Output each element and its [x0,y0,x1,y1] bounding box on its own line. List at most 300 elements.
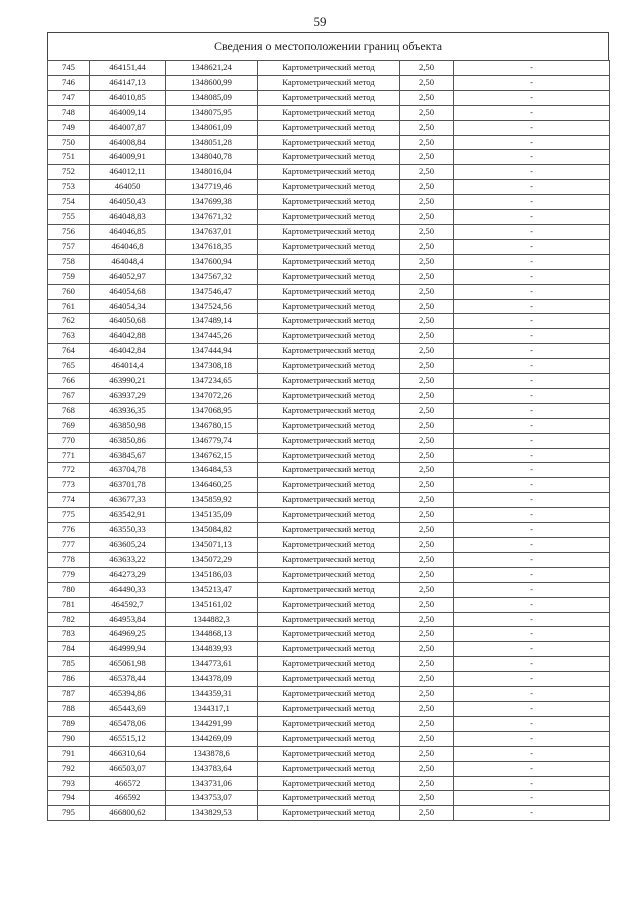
method-cell: Картометрический метод [258,433,400,448]
description-cell: - [454,90,610,105]
description-cell: - [454,776,610,791]
description-cell: - [454,150,610,165]
description-cell: - [454,165,610,180]
x-coordinate-cell: 463704,78 [90,463,166,478]
description-cell: - [454,508,610,523]
x-coordinate-cell: 465515,12 [90,731,166,746]
table-row [48,582,610,597]
table-row [48,403,610,418]
x-coordinate-cell: 463937,29 [90,388,166,403]
y-coordinate-cell: 1346779,74 [166,433,258,448]
accuracy-cell: 2,50 [400,388,454,403]
x-coordinate-cell: 463936,35 [90,403,166,418]
point-number-cell: 765 [48,359,90,374]
description-cell: - [454,403,610,418]
y-coordinate-cell: 1348085,09 [166,90,258,105]
x-coordinate-cell: 464050,68 [90,314,166,329]
accuracy-cell: 2,50 [400,403,454,418]
description-cell: - [454,567,610,582]
y-coordinate-cell: 1345186,03 [166,567,258,582]
point-number-cell: 794 [48,791,90,806]
accuracy-cell: 2,50 [400,344,454,359]
y-coordinate-cell: 1347699,38 [166,195,258,210]
table-row [48,75,610,90]
x-coordinate-cell: 464046,8 [90,239,166,254]
description-cell: - [454,61,610,76]
table-row [48,746,610,761]
accuracy-cell: 2,50 [400,284,454,299]
description-cell: - [454,552,610,567]
x-coordinate-cell: 463542,91 [90,508,166,523]
table-row [48,120,610,135]
table-row [48,329,610,344]
x-coordinate-cell: 463845,67 [90,448,166,463]
y-coordinate-cell: 1345071,13 [166,538,258,553]
table-row [48,791,610,806]
point-number-cell: 773 [48,478,90,493]
x-coordinate-cell: 463850,86 [90,433,166,448]
y-coordinate-cell: 1344291,99 [166,716,258,731]
table-row [48,552,610,567]
point-number-cell: 776 [48,523,90,538]
method-cell: Картометрический метод [258,552,400,567]
method-cell: Картометрический метод [258,105,400,120]
y-coordinate-cell: 1345135,09 [166,508,258,523]
table-row [48,493,610,508]
description-cell: - [454,195,610,210]
description-cell: - [454,612,610,627]
y-coordinate-cell: 1343878,6 [166,746,258,761]
table-row [48,597,610,612]
accuracy-cell: 2,50 [400,418,454,433]
accuracy-cell: 2,50 [400,329,454,344]
description-cell: - [454,254,610,269]
point-number-cell: 748 [48,105,90,120]
method-cell: Картометрический метод [258,374,400,389]
y-coordinate-cell: 1344269,09 [166,731,258,746]
y-coordinate-cell: 1347637,01 [166,224,258,239]
accuracy-cell: 2,50 [400,90,454,105]
y-coordinate-cell: 1346780,15 [166,418,258,433]
description-cell: - [454,120,610,135]
x-coordinate-cell: 463633,22 [90,552,166,567]
x-coordinate-cell: 466503,07 [90,761,166,776]
description-cell: - [454,284,610,299]
method-cell: Картометрический метод [258,254,400,269]
x-coordinate-cell: 464008,84 [90,135,166,150]
method-cell: Картометрический метод [258,90,400,105]
y-coordinate-cell: 1347600,94 [166,254,258,269]
accuracy-cell: 2,50 [400,731,454,746]
method-cell: Картометрический метод [258,359,400,374]
accuracy-cell: 2,50 [400,359,454,374]
y-coordinate-cell: 1347524,56 [166,299,258,314]
description-cell: - [454,701,610,716]
y-coordinate-cell: 1345213,47 [166,582,258,597]
y-coordinate-cell: 1348040,78 [166,150,258,165]
x-coordinate-cell: 464969,25 [90,627,166,642]
y-coordinate-cell: 1347072,26 [166,388,258,403]
table-row [48,61,610,76]
table-row [48,538,610,553]
method-cell: Картометрический метод [258,776,400,791]
y-coordinate-cell: 1343829,53 [166,806,258,821]
accuracy-cell: 2,50 [400,806,454,821]
method-cell: Картометрический метод [258,75,400,90]
method-cell: Картометрический метод [258,761,400,776]
accuracy-cell: 2,50 [400,299,454,314]
method-cell: Картометрический метод [258,388,400,403]
point-number-cell: 788 [48,701,90,716]
y-coordinate-cell: 1344773,61 [166,657,258,672]
x-coordinate-cell: 464147,13 [90,75,166,90]
description-cell: - [454,791,610,806]
table-row [48,388,610,403]
table-row [48,731,610,746]
table-row [48,284,610,299]
method-cell: Картометрический метод [258,582,400,597]
point-number-cell: 760 [48,284,90,299]
y-coordinate-cell: 1344868,13 [166,627,258,642]
method-cell: Картометрический метод [258,195,400,210]
y-coordinate-cell: 1345859,92 [166,493,258,508]
accuracy-cell: 2,50 [400,761,454,776]
table-row [48,776,610,791]
method-cell: Картометрический метод [258,150,400,165]
table-row [48,508,610,523]
method-cell: Картометрический метод [258,165,400,180]
accuracy-cell: 2,50 [400,314,454,329]
y-coordinate-cell: 1343783,64 [166,761,258,776]
description-cell: - [454,418,610,433]
accuracy-cell: 2,50 [400,150,454,165]
x-coordinate-cell: 464012,11 [90,165,166,180]
y-coordinate-cell: 1347234,65 [166,374,258,389]
x-coordinate-cell: 465443,69 [90,701,166,716]
x-coordinate-cell: 463605,24 [90,538,166,553]
table-row [48,657,610,672]
description-cell: - [454,180,610,195]
accuracy-cell: 2,50 [400,165,454,180]
point-number-cell: 772 [48,463,90,478]
y-coordinate-cell: 1347489,14 [166,314,258,329]
description-cell: - [454,687,610,702]
method-cell: Картометрический метод [258,210,400,225]
accuracy-cell: 2,50 [400,448,454,463]
x-coordinate-cell: 464048,4 [90,254,166,269]
x-coordinate-cell: 465378,44 [90,672,166,687]
x-coordinate-cell: 464490,33 [90,582,166,597]
y-coordinate-cell: 1348600,99 [166,75,258,90]
accuracy-cell: 2,50 [400,224,454,239]
method-cell: Картометрический метод [258,523,400,538]
accuracy-cell: 2,50 [400,776,454,791]
description-cell: - [454,329,610,344]
point-number-cell: 780 [48,582,90,597]
table-row [48,374,610,389]
point-number-cell: 754 [48,195,90,210]
y-coordinate-cell: 1347445,26 [166,329,258,344]
description-cell: - [454,299,610,314]
table-row [48,254,610,269]
point-number-cell: 767 [48,388,90,403]
accuracy-cell: 2,50 [400,657,454,672]
description-cell: - [454,388,610,403]
table-row [48,180,610,195]
y-coordinate-cell: 1346460,25 [166,478,258,493]
x-coordinate-cell: 464052,97 [90,269,166,284]
method-cell: Картометрический метод [258,493,400,508]
point-number-cell: 759 [48,269,90,284]
y-coordinate-cell: 1347546,47 [166,284,258,299]
method-cell: Картометрический метод [258,344,400,359]
y-coordinate-cell: 1345161,02 [166,597,258,612]
method-cell: Картометрический метод [258,597,400,612]
table-row [48,761,610,776]
description-cell: - [454,597,610,612]
x-coordinate-cell: 464953,84 [90,612,166,627]
y-coordinate-cell: 1347068,95 [166,403,258,418]
description-cell: - [454,269,610,284]
point-number-cell: 778 [48,552,90,567]
x-coordinate-cell: 464048,83 [90,210,166,225]
method-cell: Картометрический метод [258,239,400,254]
description-cell: - [454,761,610,776]
description-cell: - [454,672,610,687]
point-number-cell: 749 [48,120,90,135]
y-coordinate-cell: 1344882,3 [166,612,258,627]
description-cell: - [454,75,610,90]
point-number-cell: 783 [48,627,90,642]
method-cell: Картометрический метод [258,716,400,731]
table-row [48,672,610,687]
description-cell: - [454,433,610,448]
point-number-cell: 755 [48,210,90,225]
table-row [48,612,610,627]
x-coordinate-cell: 464009,14 [90,105,166,120]
method-cell: Картометрический метод [258,120,400,135]
accuracy-cell: 2,50 [400,478,454,493]
x-coordinate-cell: 466310,64 [90,746,166,761]
table-row [48,344,610,359]
description-cell: - [454,359,610,374]
point-number-cell: 781 [48,597,90,612]
method-cell: Картометрический метод [258,701,400,716]
accuracy-cell: 2,50 [400,239,454,254]
coordinates-table [47,60,610,821]
description-cell: - [454,657,610,672]
description-cell: - [454,493,610,508]
method-cell: Картометрический метод [258,418,400,433]
method-cell: Картометрический метод [258,448,400,463]
x-coordinate-cell: 466572 [90,776,166,791]
y-coordinate-cell: 1346762,15 [166,448,258,463]
accuracy-cell: 2,50 [400,254,454,269]
y-coordinate-cell: 1344378,09 [166,672,258,687]
x-coordinate-cell: 465478,06 [90,716,166,731]
x-coordinate-cell: 464273,29 [90,567,166,582]
method-cell: Картометрический метод [258,687,400,702]
point-number-cell: 745 [48,61,90,76]
accuracy-cell: 2,50 [400,195,454,210]
method-cell: Картометрический метод [258,657,400,672]
table-row [48,135,610,150]
y-coordinate-cell: 1344839,93 [166,642,258,657]
point-number-cell: 756 [48,224,90,239]
point-number-cell: 789 [48,716,90,731]
table-row [48,806,610,821]
point-number-cell: 791 [48,746,90,761]
accuracy-cell: 2,50 [400,538,454,553]
y-coordinate-cell: 1346484,53 [166,463,258,478]
y-coordinate-cell: 1348621,24 [166,61,258,76]
method-cell: Картометрический метод [258,806,400,821]
y-coordinate-cell: 1345072,29 [166,552,258,567]
accuracy-cell: 2,50 [400,508,454,523]
x-coordinate-cell: 464042,84 [90,344,166,359]
method-cell: Картометрический метод [258,731,400,746]
table-row [48,239,610,254]
point-number-cell: 768 [48,403,90,418]
point-number-cell: 764 [48,344,90,359]
point-number-cell: 795 [48,806,90,821]
method-cell: Картометрический метод [258,567,400,582]
table-row [48,165,610,180]
description-cell: - [454,731,610,746]
table-row [48,195,610,210]
accuracy-cell: 2,50 [400,612,454,627]
x-coordinate-cell: 464050,43 [90,195,166,210]
accuracy-cell: 2,50 [400,374,454,389]
method-cell: Картометрический метод [258,135,400,150]
description-cell: - [454,135,610,150]
accuracy-cell: 2,50 [400,791,454,806]
x-coordinate-cell: 463550,33 [90,523,166,538]
y-coordinate-cell: 1348016,04 [166,165,258,180]
x-coordinate-cell: 464054,68 [90,284,166,299]
point-number-cell: 763 [48,329,90,344]
x-coordinate-cell: 464007,87 [90,120,166,135]
method-cell: Картометрический метод [258,627,400,642]
table-row [48,433,610,448]
x-coordinate-cell: 466800,62 [90,806,166,821]
table-row [48,463,610,478]
table-row [48,90,610,105]
y-coordinate-cell: 1347618,35 [166,239,258,254]
table-row [48,687,610,702]
method-cell: Картометрический метод [258,329,400,344]
x-coordinate-cell: 464999,94 [90,642,166,657]
method-cell: Картометрический метод [258,612,400,627]
description-cell: - [454,224,610,239]
method-cell: Картометрический метод [258,478,400,493]
method-cell: Картометрический метод [258,269,400,284]
document-sheet [47,32,609,821]
point-number-cell: 762 [48,314,90,329]
point-number-cell: 779 [48,567,90,582]
description-cell: - [454,344,610,359]
x-coordinate-cell: 464010,85 [90,90,166,105]
accuracy-cell: 2,50 [400,627,454,642]
description-cell: - [454,448,610,463]
accuracy-cell: 2,50 [400,61,454,76]
description-cell: - [454,523,610,538]
x-coordinate-cell: 464009,91 [90,150,166,165]
point-number-cell: 766 [48,374,90,389]
table-row [48,701,610,716]
accuracy-cell: 2,50 [400,463,454,478]
table-row [48,314,610,329]
y-coordinate-cell: 1343731,06 [166,776,258,791]
table-row [48,359,610,374]
method-cell: Картометрический метод [258,314,400,329]
description-cell: - [454,642,610,657]
y-coordinate-cell: 1344317,1 [166,701,258,716]
accuracy-cell: 2,50 [400,582,454,597]
table-row [48,299,610,314]
table-row [48,478,610,493]
table-row [48,567,610,582]
description-cell: - [454,314,610,329]
description-cell: - [454,210,610,225]
method-cell: Картометрический метод [258,284,400,299]
description-cell: - [454,538,610,553]
point-number-cell: 782 [48,612,90,627]
x-coordinate-cell: 464014,4 [90,359,166,374]
table-row [48,523,610,538]
x-coordinate-cell: 464054,34 [90,299,166,314]
description-cell: - [454,716,610,731]
table-row [48,224,610,239]
method-cell: Картометрический метод [258,180,400,195]
y-coordinate-cell: 1348075,95 [166,105,258,120]
y-coordinate-cell: 1343753,07 [166,791,258,806]
point-number-cell: 792 [48,761,90,776]
point-number-cell: 752 [48,165,90,180]
x-coordinate-cell: 464042,88 [90,329,166,344]
point-number-cell: 785 [48,657,90,672]
x-coordinate-cell: 463701,78 [90,478,166,493]
table-row [48,210,610,225]
accuracy-cell: 2,50 [400,552,454,567]
accuracy-cell: 2,50 [400,135,454,150]
x-coordinate-cell: 466592 [90,791,166,806]
accuracy-cell: 2,50 [400,567,454,582]
table-row [48,627,610,642]
point-number-cell: 758 [48,254,90,269]
accuracy-cell: 2,50 [400,120,454,135]
method-cell: Картометрический метод [258,791,400,806]
description-cell: - [454,582,610,597]
table-row [48,105,610,120]
y-coordinate-cell: 1347444,94 [166,344,258,359]
point-number-cell: 771 [48,448,90,463]
point-number-cell: 793 [48,776,90,791]
accuracy-cell: 2,50 [400,105,454,120]
point-number-cell: 787 [48,687,90,702]
table-row [48,418,610,433]
accuracy-cell: 2,50 [400,75,454,90]
method-cell: Картометрический метод [258,61,400,76]
point-number-cell: 769 [48,418,90,433]
accuracy-cell: 2,50 [400,597,454,612]
accuracy-cell: 2,50 [400,746,454,761]
description-cell: - [454,746,610,761]
description-cell: - [454,478,610,493]
point-number-cell: 757 [48,239,90,254]
description-cell: - [454,239,610,254]
x-coordinate-cell: 463990,21 [90,374,166,389]
